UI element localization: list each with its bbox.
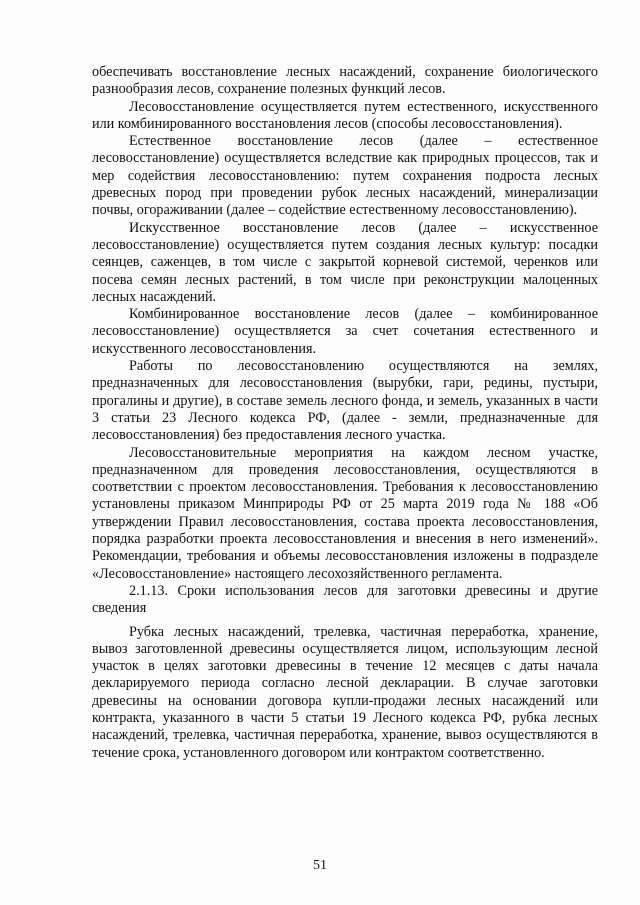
document-body bbox=[92, 64, 598, 762]
paragraph-artificial-reforestation: Искусственное восстановление лесов (далее – искусственное лесовосстановление) осуществляется путем создания лесных культур: посадки сеянцев, саженцев, в том числе с закрытой корневой системой, черенков или посева семян лесных растений, в том числе при реконструкции малоценных лесных насаждений. bbox=[92, 219, 598, 305]
paragraph-reforestation-measures: Лесовосстановительные мероприятия на каждом лесном участке, предназначенном для проведения лесовосстановления, осуществляются в соответствии с проектом лесовосстановления. Требования к лесовосстановлению установлены приказом Минприроды РФ от 25 марта 2019 года № 188 «Об утверждении Правил лесовосстановления, состава проекта лесовосстановления, порядка разработки проекта лесовосстановления и внесения в него изменений». Рекомендации, требования и объемы лесовосстановления изложены в подразделе «Лесовосстановление» настоящего лесохозяйственного регламента. bbox=[92, 444, 598, 582]
paragraph-combined-reforestation: Комбинированное восстановление лесов (далее – комбинированное лесовосстановление) осуществляется за счет сочетания естественного и искусственного лесовосстановления. bbox=[92, 306, 598, 357]
paragraph-continued: обеспечивать восстановление лесных насаждений, сохранение биологического разнообразия лесов, сохранение полезных функций лесов. bbox=[92, 64, 598, 98]
paragraph-reforestation-methods: Лесовосстановление осуществляется путем естественного, искусственного или комбинированного восстановления лесов (способы лесовосстановления). bbox=[92, 98, 598, 132]
paragraph-harvest-terms: Рубка лесных насаждений, трелевка, частичная переработка, хранение, вывоз заготовленной древесины осуществляется лицом, использующим лесной участок в целях заготовки древесины в течение 12 месяцев с даты начала декларируемого периода согласно лесной декларации. В случае заготовки древесины на основании договора купли-продажи лесных насаждений или контракта, указанного в части 5 статьи 19 Лесного кодекса РФ, рубка лесных насаждений, трелевка, частичная переработка, хранение, вывоз осуществляются в течение срока, установленного договором или контрактом соответственно. bbox=[92, 623, 598, 761]
page-number: 51 bbox=[313, 858, 327, 873]
paragraph-reforestation-lands: Работы по лесовосстановлению осуществляются на землях, предназначенных для лесовосстановления (вырубки, гари, редины, пустыри, прогалины и другие), в составе земель лесного фонда, и земель, указанных в части 3 статьи 23 Лесного кодекса РФ, (далее - земли, предназначенные для лесовосстановления) без предоставления лесного участка. bbox=[92, 358, 598, 444]
section-heading: 2.1.13. Сроки использования лесов для заготовки древесины и другие сведения bbox=[92, 582, 598, 617]
paragraph-natural-reforestation: Естественное восстановление лесов (далее – естественное лесовосстановление) осуществляется вследствие как природных процессов, так и мер содействия лесовосстановлению: путем сохранения подроста лесных древесных пород при проведении рубок лесных насаждений, минерализации почвы, огораживании (далее – содействие естественному лесовосстановлению). bbox=[92, 133, 598, 219]
